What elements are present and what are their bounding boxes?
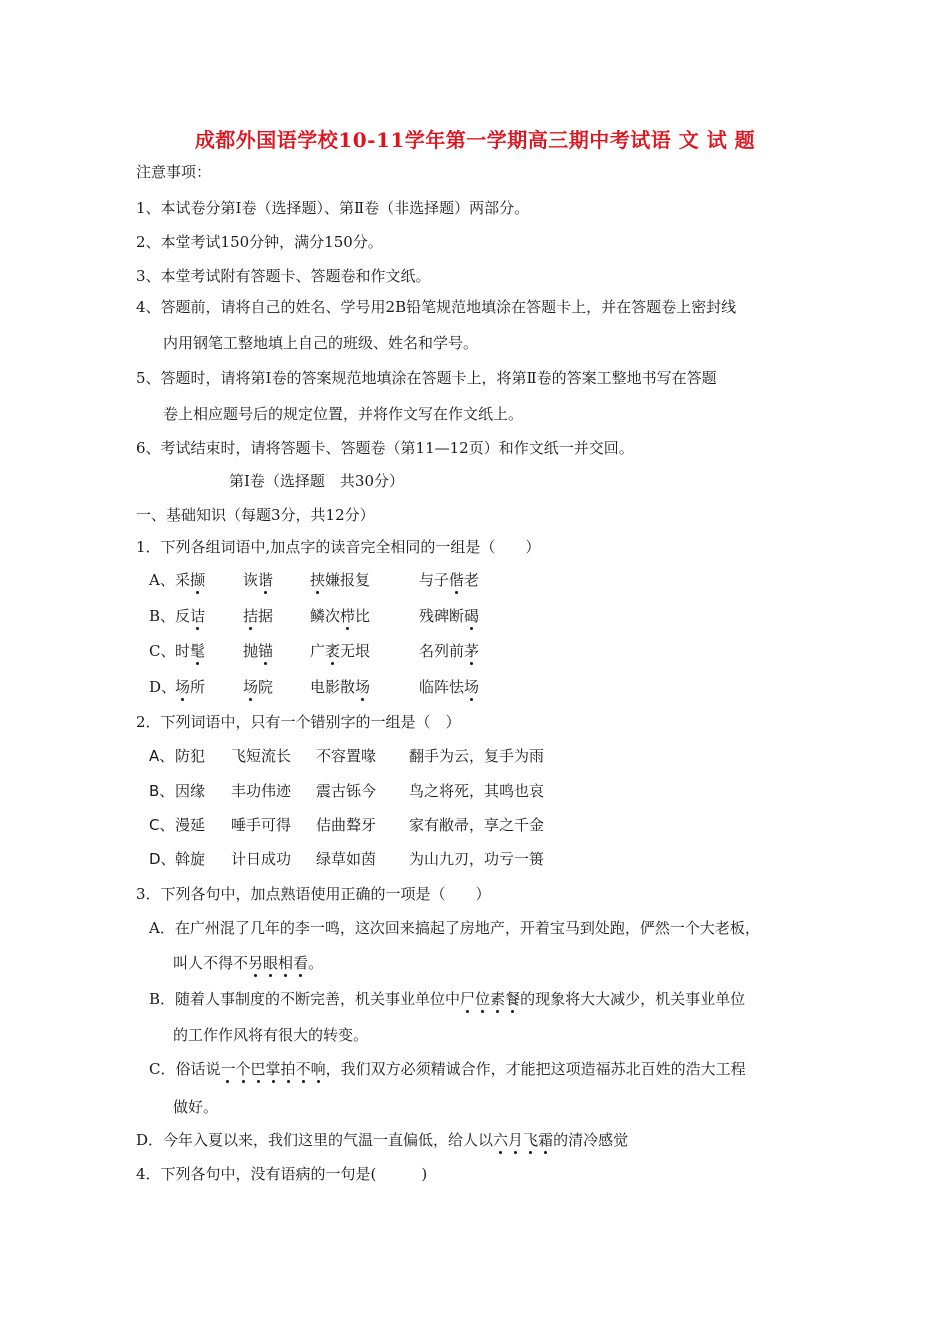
option-label: A、: [149, 571, 175, 589]
dotted-idiom: 一个巴掌拍不响: [220, 1060, 326, 1078]
q1-option-d: [149, 677, 176, 697]
option-label: B、: [149, 607, 176, 625]
notice-5-cont: 卷上相应题号后的规定位置，并将作文写在作文纸上。: [163, 405, 524, 423]
q2-c-word2: 唾手可得: [231, 816, 292, 834]
q1-a-word1: 采撷: [175, 571, 206, 589]
q2-d-word1: 斡旋: [175, 850, 206, 868]
q2-a-word4: 翻手为云，复手为雨: [409, 747, 545, 765]
q2-option-d-label: D、: [149, 850, 176, 868]
q1-d-word1: 场所: [175, 678, 206, 696]
q2-a-word1: 防犯: [175, 747, 206, 765]
notice-4: 4、答题前，请将自己的姓名、学号用2B铅笔规范地填涂在答题卡上，并在答题卷上密封线: [136, 298, 737, 316]
q3-option-c-line1: C．俗话说一个巴掌拍不响，我们双方必须精诚合作，才能把这项造福苏北百姓的浩大工程: [149, 1060, 746, 1078]
q1-d-word4: 临阵怯场: [419, 678, 480, 696]
q1-c-word4: 名列前茅: [419, 642, 480, 660]
q2-a-word2: 飞短流长: [231, 747, 292, 765]
q2-c-word1: 漫延: [175, 816, 206, 834]
q1-option-b: [149, 606, 175, 626]
notice-5: 5、答题时，请将第Ⅰ卷的答案规范地填涂在答题卡上，将第Ⅱ卷的答案工整地书写在答题: [136, 369, 717, 387]
q1-a-word4: 与子偕老: [419, 571, 480, 589]
q1-a-word3: 挟嫌报复: [310, 571, 371, 589]
q2-d-word2: 计日成功: [231, 850, 292, 868]
dotted-idiom: 另眼相看: [248, 954, 309, 972]
option-label: D、: [149, 678, 177, 696]
q1-a-word2: 诙谐: [243, 571, 274, 589]
q1-b-word1: 反诘: [175, 607, 206, 625]
q2-stem: 2．下列词语中，只有一个错别字的一组是（ ）: [136, 713, 461, 731]
dotted-idiom: 尸位素餐: [460, 990, 521, 1008]
q2-b-word2: 丰功伟迹: [231, 782, 292, 800]
q3-option-b-line2: 的工作作风将有很大的转变。: [173, 1026, 369, 1044]
part1-heading: 第Ⅰ卷（选择题 共30分）: [229, 472, 405, 490]
q2-b-word4: 鸟之将死，其鸣也哀: [409, 782, 545, 800]
q1-c-word3: 广袤无垠: [310, 642, 371, 660]
q1-d-word2: 场院: [243, 678, 274, 696]
q3-option-d: D．今年入夏以来，我们这里的气温一直偏低，给人以六月飞霜的清冷感觉: [136, 1131, 629, 1149]
q2-option-c-label: C、: [149, 816, 175, 834]
dotted-idiom: 六月飞霜: [493, 1131, 554, 1149]
q2-d-word3: 绿草如茵: [316, 850, 377, 868]
notice-1: 1、本试卷分第Ⅰ卷（选择题）、第Ⅱ卷（非选择题）两部分。: [136, 199, 530, 217]
notice-6: 6、考试结束时，请将答题卡、答题卷（第11—12页）和作文纸一并交回。: [136, 439, 634, 457]
q3-option-c-line2: 做好。: [173, 1098, 219, 1116]
q1-option-c: [149, 641, 175, 661]
q2-b-word3: 震古铄今: [316, 782, 377, 800]
q2-b-word1: 因缘: [175, 782, 206, 800]
section1-heading: 一、基础知识（每题3分，共12分）: [136, 506, 375, 524]
q1-d-word3: 电影散场: [310, 678, 371, 696]
q1-b-word3: 鳞次栉比: [310, 607, 371, 625]
q2-option-a-label: A、: [149, 747, 175, 765]
notice-4-cont: 内用钢笔工整地填上自己的班级、姓名和学号。: [163, 334, 479, 352]
q4-stem: 4．下列各句中，没有语病的一句是( ): [136, 1165, 428, 1183]
q1-option-a: [149, 570, 175, 590]
q2-option-b-label: B、: [149, 782, 175, 800]
q1-b-word4: 残碑断碣: [419, 607, 480, 625]
notice-2: 2、本堂考试150分钟，满分150分。: [136, 233, 383, 251]
q2-c-word4: 家有敝帚，享之千金: [409, 816, 545, 834]
q2-c-word3: 佶曲聱牙: [316, 816, 377, 834]
notice-3: 3、本堂考试附有答题卡、答题卷和作文纸。: [136, 267, 431, 285]
q1-c-word1: 时髦: [175, 642, 206, 660]
q3-option-a-line1: A．在广州混了几年的李一鸣，这次回来搞起了房地产，开着宝马到处跑，俨然一个大老板，: [149, 919, 760, 937]
option-label: C、: [149, 642, 176, 660]
q1-b-word2: 拮据: [243, 607, 274, 625]
q1-c-word2: 抛锚: [243, 642, 274, 660]
q3-option-a-line2: 叫人不得不另眼相看。: [173, 954, 324, 972]
q2-d-word4: 为山九刃，功亏一篑: [409, 850, 545, 868]
notice-heading: 注意事项：: [136, 163, 212, 181]
q2-a-word3: 不容置喙: [316, 747, 377, 765]
q1-stem: 1．下列各组词语中,加点字的读音完全相同的一组是（ ）: [136, 538, 541, 556]
exam-title: 成都外国语学校10-11学年第一学期高三期中考试语 文 试 题: [194, 128, 756, 152]
q3-option-b-line1: B．随着人事制度的不断完善，机关事业单位中尸位素餐的现象将大大减少，机关事业单位: [149, 990, 746, 1008]
q3-stem: 3．下列各句中，加点熟语使用正确的一项是（ ）: [136, 885, 491, 903]
